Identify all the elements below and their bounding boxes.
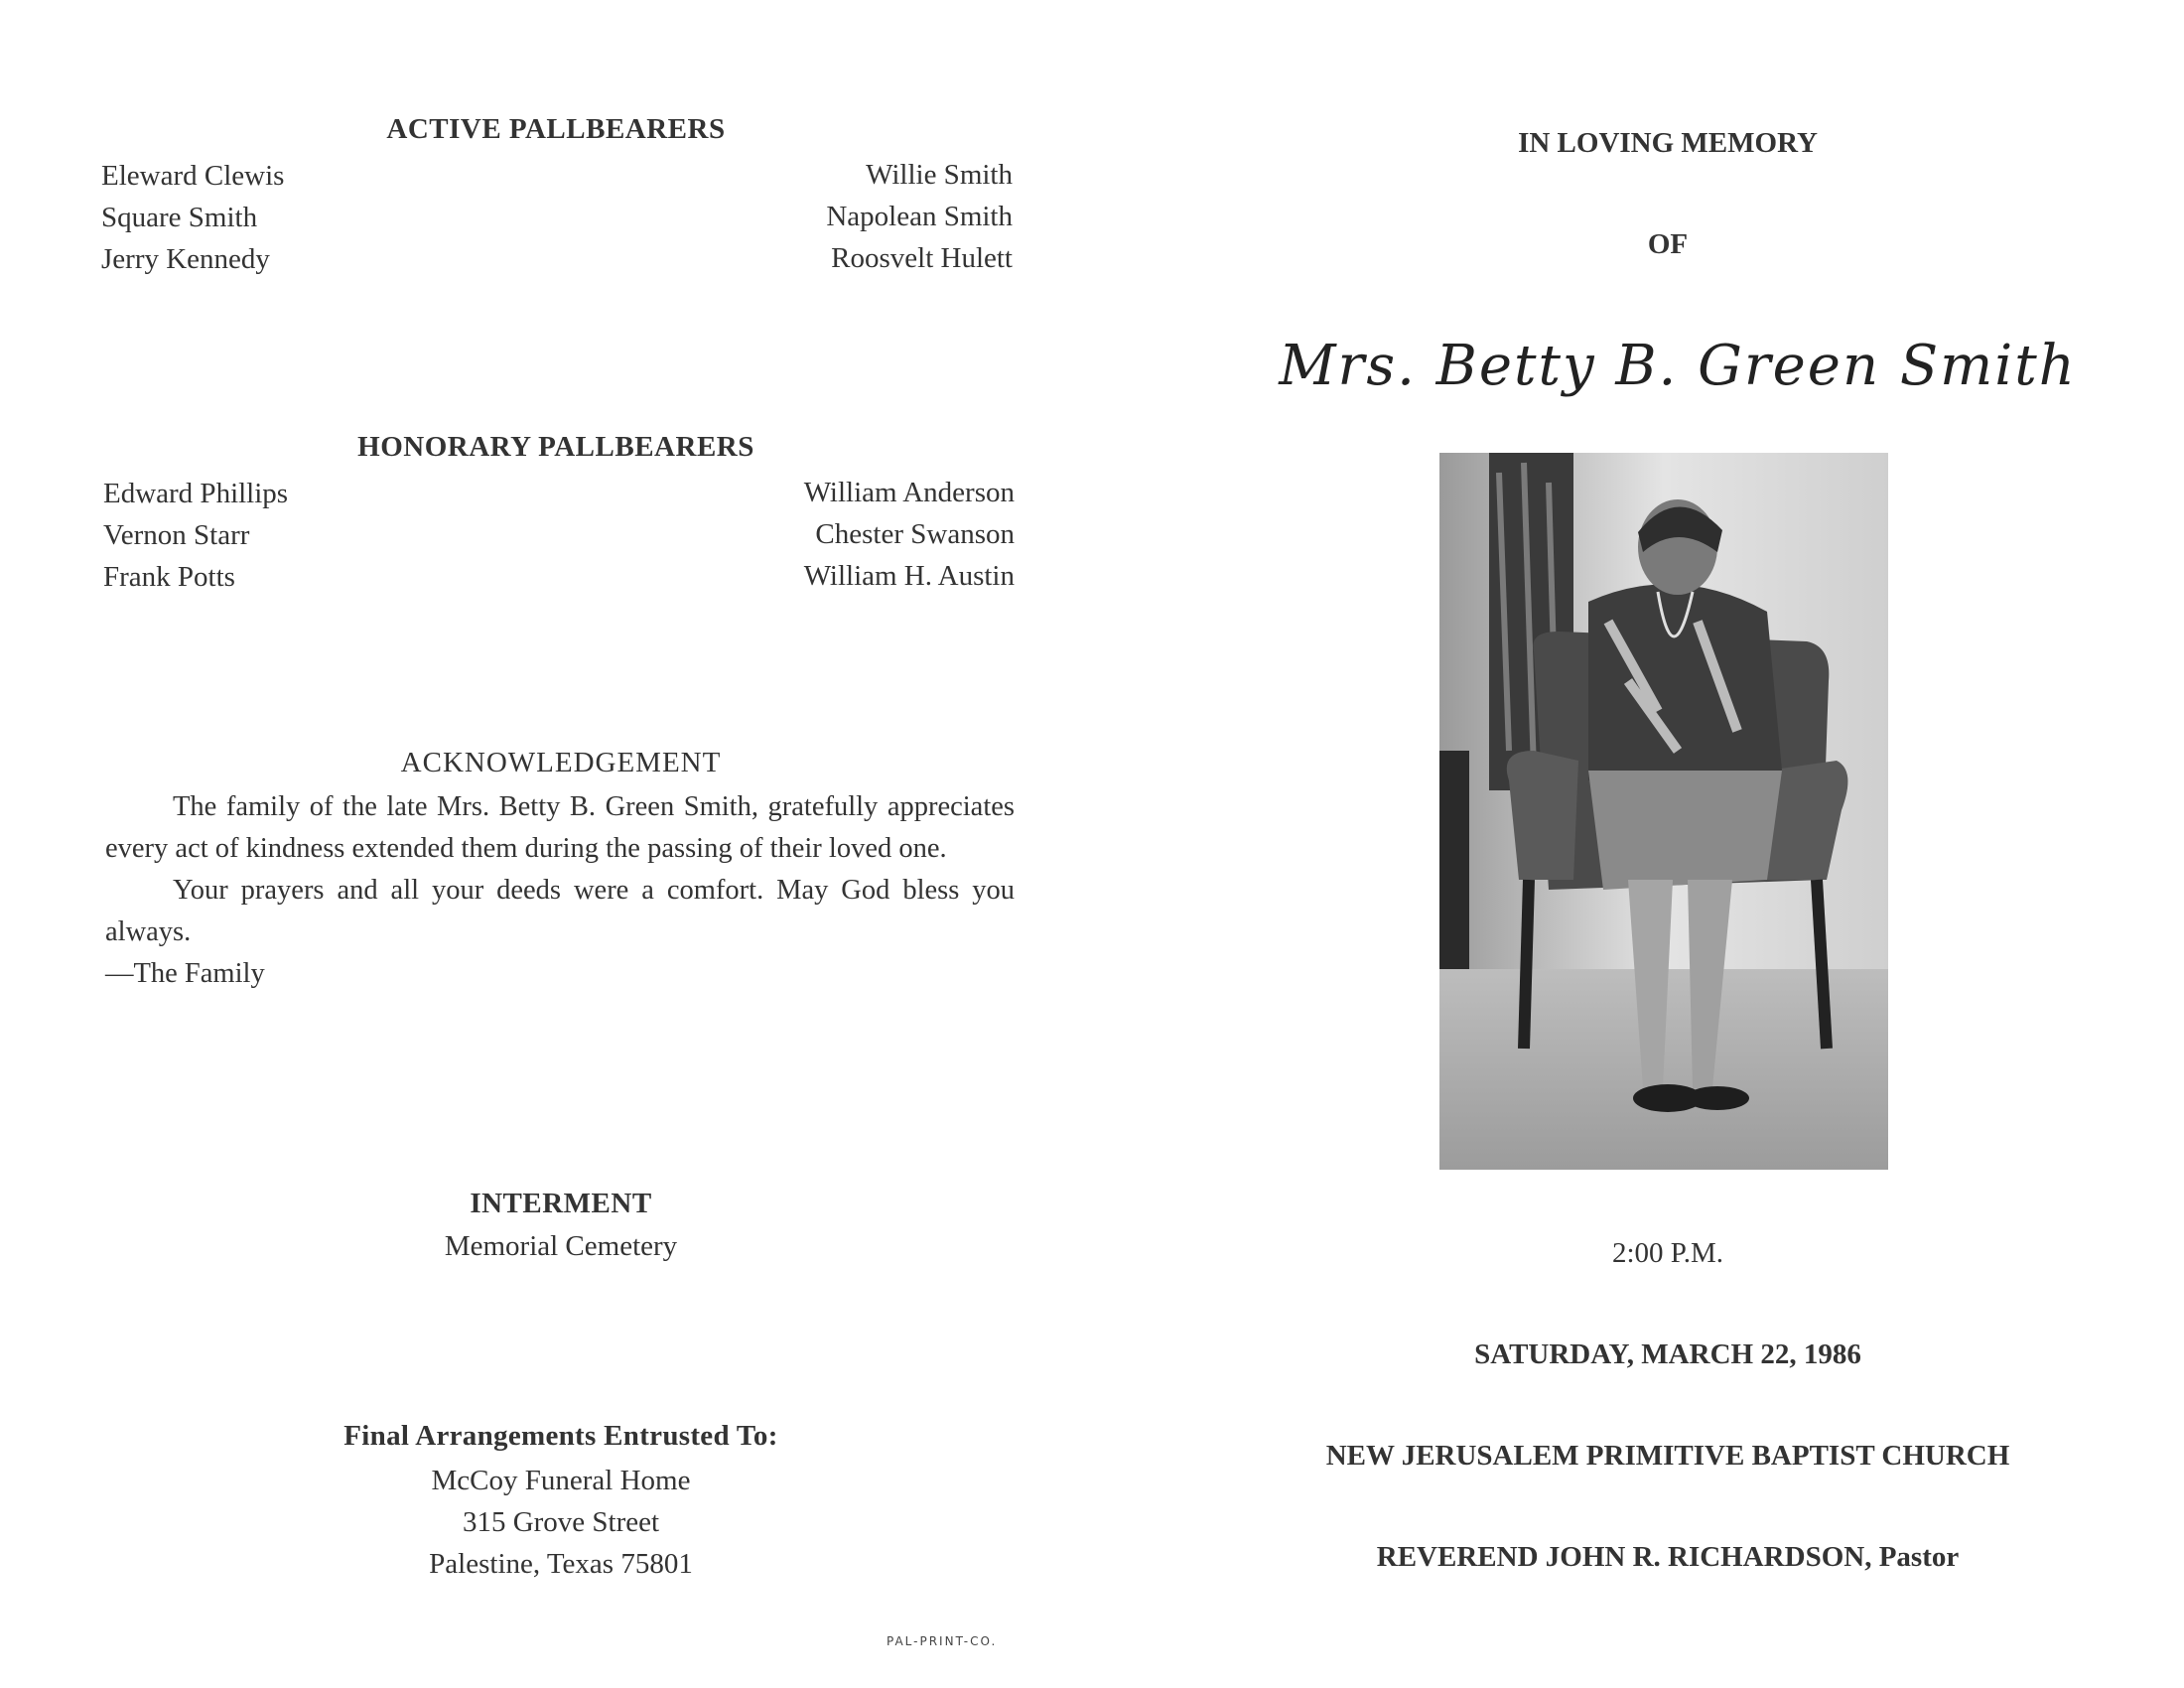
pallbearer-name: Napolean Smith [826,201,1013,232]
interment-heading: INTERMENT [470,1188,652,1219]
honorary-pallbearers-left-list [103,473,288,598]
acknowledgement-paragraph: Your prayers and all your deeds were a comfort. May God bless you always. [105,875,1015,947]
memorial-title-of: OF [1647,228,1689,260]
arrangements-lines [99,1460,1023,1585]
acknowledgement-body [105,786,1015,995]
acknowledgement-paragraph: The family of the late Mrs. Betty B. Green Smith, gratefully appreciates every act of kindness extended them during the passing of their loved one. [105,791,1015,864]
active-pallbearers-right-list [615,154,1013,279]
pallbearer-name: Jerry Kennedy [101,243,270,275]
church-name: NEW JERUSALEM PRIMITIVE BAPTIST CHURCH [1325,1440,2010,1472]
acknowledgement-heading: ACKNOWLEDGEMENT [400,747,722,778]
funeral-home-street: 315 Grove Street [462,1506,660,1538]
printer-imprint: PAL-PRINT-CO. [887,1634,998,1648]
interment-place: Memorial Cemetery [444,1230,678,1262]
arrangements-heading: Final Arrangements Entrusted To: [343,1420,778,1452]
deceased-name: Mrs. Betty B. Green Smith [1279,334,2077,398]
pallbearer-name: Eleward Clewis [101,160,285,192]
pastor-name: REVEREND JOHN R. RICHARDSON, Pastor [1376,1541,1960,1573]
honorary-pallbearers-heading: HONORARY PALLBEARERS [357,431,754,463]
pallbearer-name: William H. Austin [803,560,1015,592]
honorary-pallbearers-right-list [615,472,1015,597]
pallbearer-name: William Anderson [803,477,1015,508]
acknowledgement-signature: —The Family [105,958,265,989]
active-pallbearers-heading: ACTIVE PALLBEARERS [386,113,726,145]
active-pallbearers-left-list [101,155,284,280]
pallbearer-name: Chester Swanson [815,518,1015,550]
pallbearer-name: Vernon Starr [103,519,250,551]
funeral-home-city: Palestine, Texas 75801 [429,1548,693,1580]
memorial-title: IN LOVING MEMORY [1518,127,1818,159]
pallbearer-name: Square Smith [101,202,258,233]
portrait-photo [1439,453,1888,1170]
pallbearer-name: Roosvelt Hulett [831,242,1013,274]
funeral-home-name: McCoy Funeral Home [431,1465,691,1496]
service-date: SATURDAY, MARCH 22, 1986 [1474,1338,1861,1370]
pallbearer-name: Frank Potts [103,561,235,593]
service-time: 2:00 P.M. [1611,1237,1723,1269]
pallbearer-name: Edward Phillips [103,478,289,509]
pallbearer-name: Willie Smith [866,159,1013,191]
